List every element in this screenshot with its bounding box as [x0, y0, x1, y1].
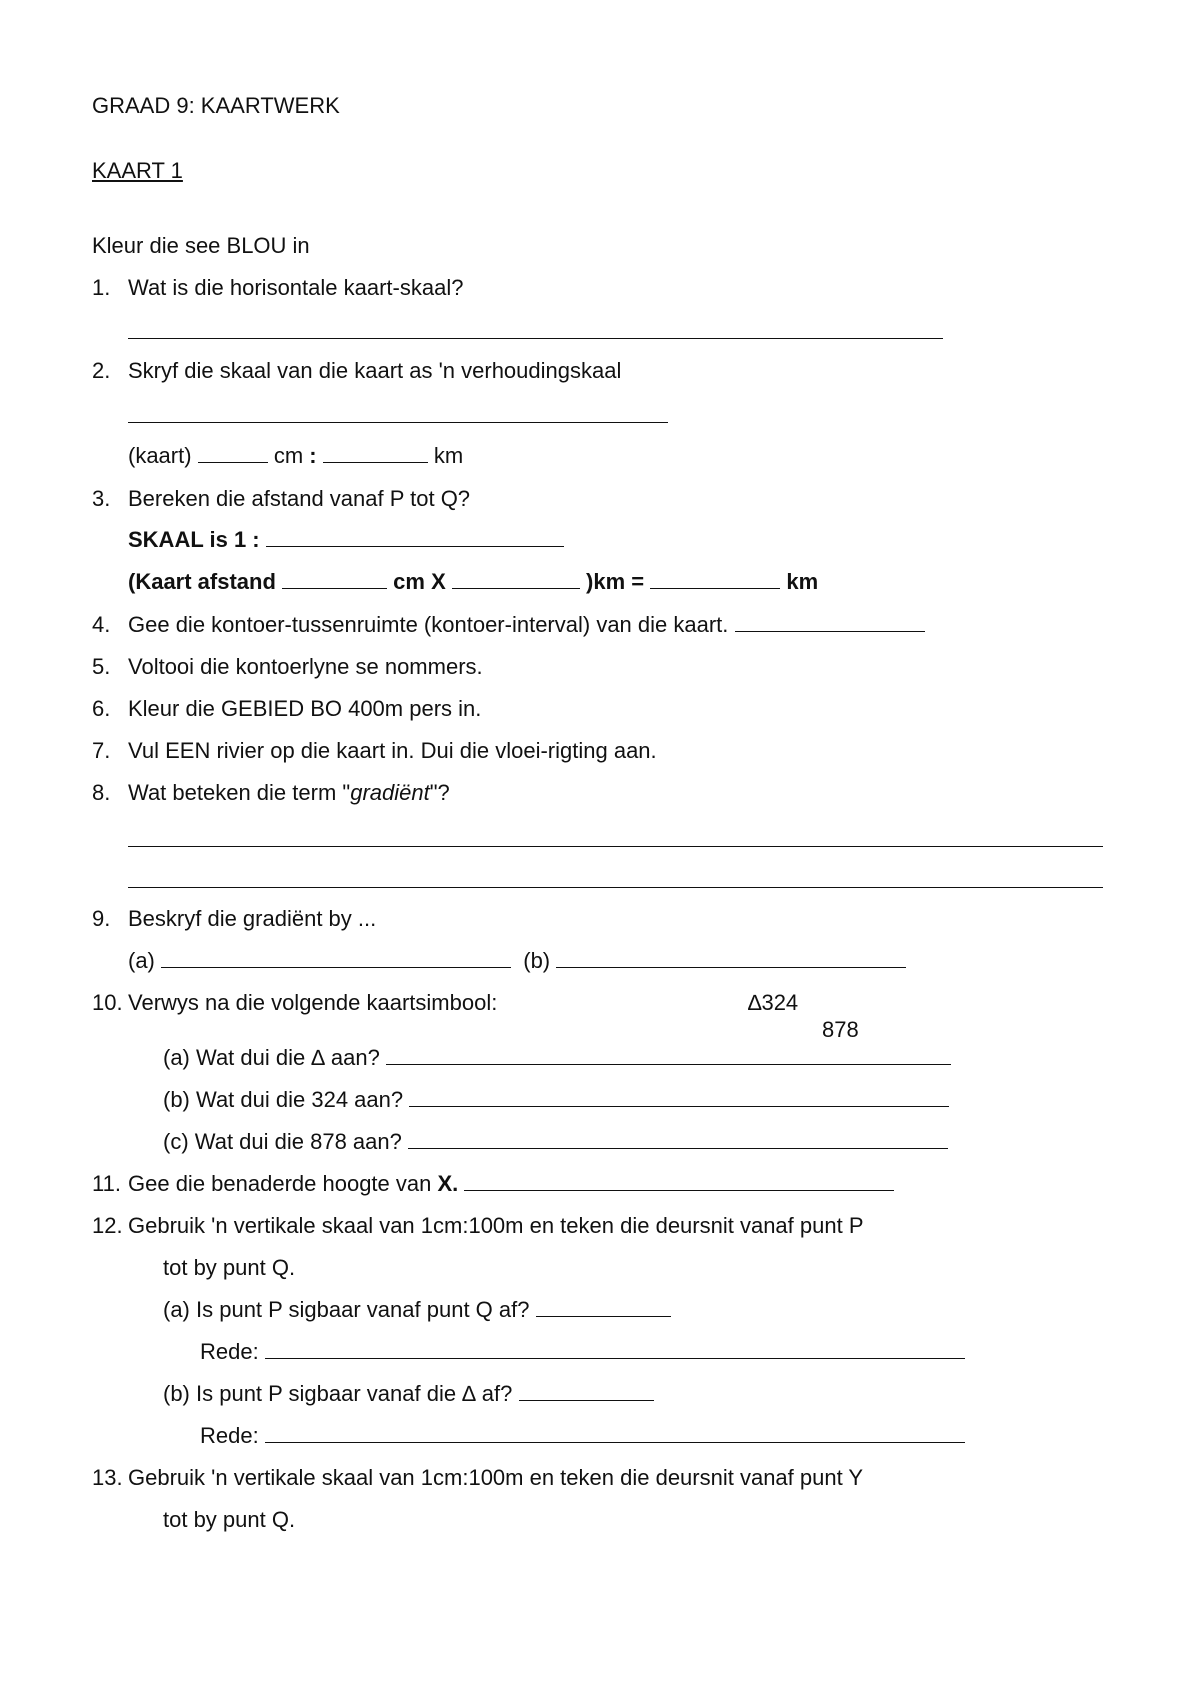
answer-line[interactable]: [128, 846, 1103, 847]
question-number: 12.: [92, 1213, 123, 1238]
part-a-label: (a): [128, 948, 155, 973]
question-13-text-cont: tot by punt Q.: [163, 1507, 296, 1532]
question-number: 8.: [92, 780, 111, 805]
question-11-text: Gee die benaderde hoogte van: [128, 1171, 432, 1196]
part-b-label: (b): [523, 948, 551, 973]
question-10a-text: (a) Wat dui die ∆ aan?: [163, 1045, 380, 1070]
question-4-row: [128, 611, 925, 639]
question-number: 9.: [92, 906, 111, 931]
question-10-text: Verwys na die volgende kaartsimbool:: [128, 990, 498, 1015]
question-12a-row: [163, 1296, 671, 1324]
calc-blank-3[interactable]: [650, 568, 780, 589]
question-number: 2.: [92, 358, 111, 383]
question-10a-row: [163, 1044, 951, 1072]
question-11-row: [128, 1170, 894, 1198]
scale-row: [128, 526, 564, 554]
question-1-text: Wat is die horisontale kaart-skaal?: [128, 275, 464, 300]
answer-line[interactable]: [128, 338, 943, 339]
reason-label: Rede:: [200, 1339, 259, 1364]
reason-row-b: [200, 1422, 965, 1450]
scale-blank[interactable]: [266, 526, 564, 547]
question-10c-row: [163, 1128, 948, 1156]
part-a-blank[interactable]: [161, 947, 511, 968]
page-title: GRAAD 9: KAARTWERK: [92, 93, 340, 118]
question-7-text: Vul EEN rivier op die kaart in. Dui die vloei-rigting aan.: [128, 738, 657, 763]
calc-label-b: cm X: [393, 569, 446, 594]
question-12-text: Gebruik 'n vertikale skaal van 1cm:100m en teken die deursnit vanaf punt P: [128, 1213, 864, 1238]
reason-label: Rede:: [200, 1423, 259, 1448]
question-8-row: [128, 779, 450, 807]
question-10b-text: (b) Wat dui die 324 aan?: [163, 1087, 404, 1112]
reason-row-a: [200, 1338, 965, 1366]
question-number: 1.: [92, 275, 111, 300]
scale-label: SKAAL is 1 :: [128, 527, 260, 552]
answer-blank[interactable]: [519, 1380, 654, 1401]
calc-label-c: )km =: [586, 569, 645, 594]
answer-blank[interactable]: [408, 1128, 948, 1149]
question-number: 7.: [92, 738, 111, 763]
question-number: 10.: [92, 990, 123, 1015]
question-2-text: Skryf die skaal van die kaart as 'n verhoudingskaal: [128, 358, 622, 383]
question-number: 4.: [92, 612, 111, 637]
answer-blank[interactable]: [386, 1044, 951, 1065]
question-10c-text: (c) Wat dui die 878 aan?: [163, 1129, 402, 1154]
question-5-text: Voltooi die kontoerlyne se nommers.: [128, 654, 483, 679]
reason-blank[interactable]: [265, 1338, 965, 1359]
intro-instruction: Kleur die see BLOU in: [92, 233, 310, 258]
distance-calc-row: [128, 568, 818, 596]
ratio-scale-row: [128, 442, 463, 470]
question-8-term: gradiënt: [350, 780, 430, 805]
question-number: 5.: [92, 654, 111, 679]
part-b-blank[interactable]: [556, 947, 906, 968]
question-number: 3.: [92, 486, 111, 511]
answer-blank[interactable]: [464, 1170, 894, 1191]
question-4-text: Gee die kontoer-tussenruimte (kontoer-interval) van die kaart.: [128, 612, 729, 637]
answer-line[interactable]: [128, 422, 668, 423]
ratio-colon: :: [309, 443, 317, 468]
question-number: 6.: [92, 696, 111, 721]
ratio-cm-blank[interactable]: [198, 442, 268, 463]
ratio-label-map: (kaart): [128, 443, 192, 468]
question-13-text: Gebruik 'n vertikale skaal van 1cm:100m en teken die deursnit vanaf punt Y: [128, 1465, 864, 1490]
point-x-label: X.: [437, 1171, 459, 1196]
question-9-answers: [128, 947, 906, 975]
ratio-km-blank[interactable]: [323, 442, 428, 463]
map-heading: KAART 1: [92, 158, 183, 183]
trig-beacon-symbol-top: ∆324: [748, 990, 799, 1015]
question-12b-row: [163, 1380, 654, 1408]
calc-label-a: (Kaart afstand: [128, 569, 276, 594]
question-number: 11.: [92, 1171, 121, 1196]
calc-blank-2[interactable]: [452, 568, 580, 589]
question-12a-text: (a) Is punt P sigbaar vanaf punt Q af?: [163, 1297, 530, 1322]
calc-label-d: km: [786, 569, 819, 594]
question-9-text: Beskryf die gradiënt by ...: [128, 906, 377, 931]
ratio-unit-km: km: [433, 443, 464, 468]
question-number: 13.: [92, 1465, 123, 1490]
question-12-text-cont: tot by punt Q.: [163, 1255, 296, 1280]
question-12b-text: (b) Is punt P sigbaar vanaf die ∆ af?: [163, 1381, 513, 1406]
question-8-text-a: Wat beteken die term ": [128, 780, 351, 805]
answer-blank[interactable]: [536, 1296, 671, 1317]
answer-blank[interactable]: [735, 611, 925, 632]
question-3-text: Bereken die afstand vanaf P tot Q?: [128, 486, 471, 511]
answer-blank[interactable]: [409, 1086, 949, 1107]
calc-blank-1[interactable]: [282, 568, 387, 589]
question-6-text: Kleur die GEBIED BO 400m pers in.: [128, 696, 482, 721]
question-10b-row: [163, 1086, 949, 1114]
ratio-unit-cm: cm: [273, 443, 304, 468]
answer-line[interactable]: [128, 887, 1103, 888]
question-8-text-b: "?: [429, 780, 450, 805]
trig-beacon-symbol-bottom: 878: [822, 1017, 859, 1042]
reason-blank[interactable]: [265, 1422, 965, 1443]
